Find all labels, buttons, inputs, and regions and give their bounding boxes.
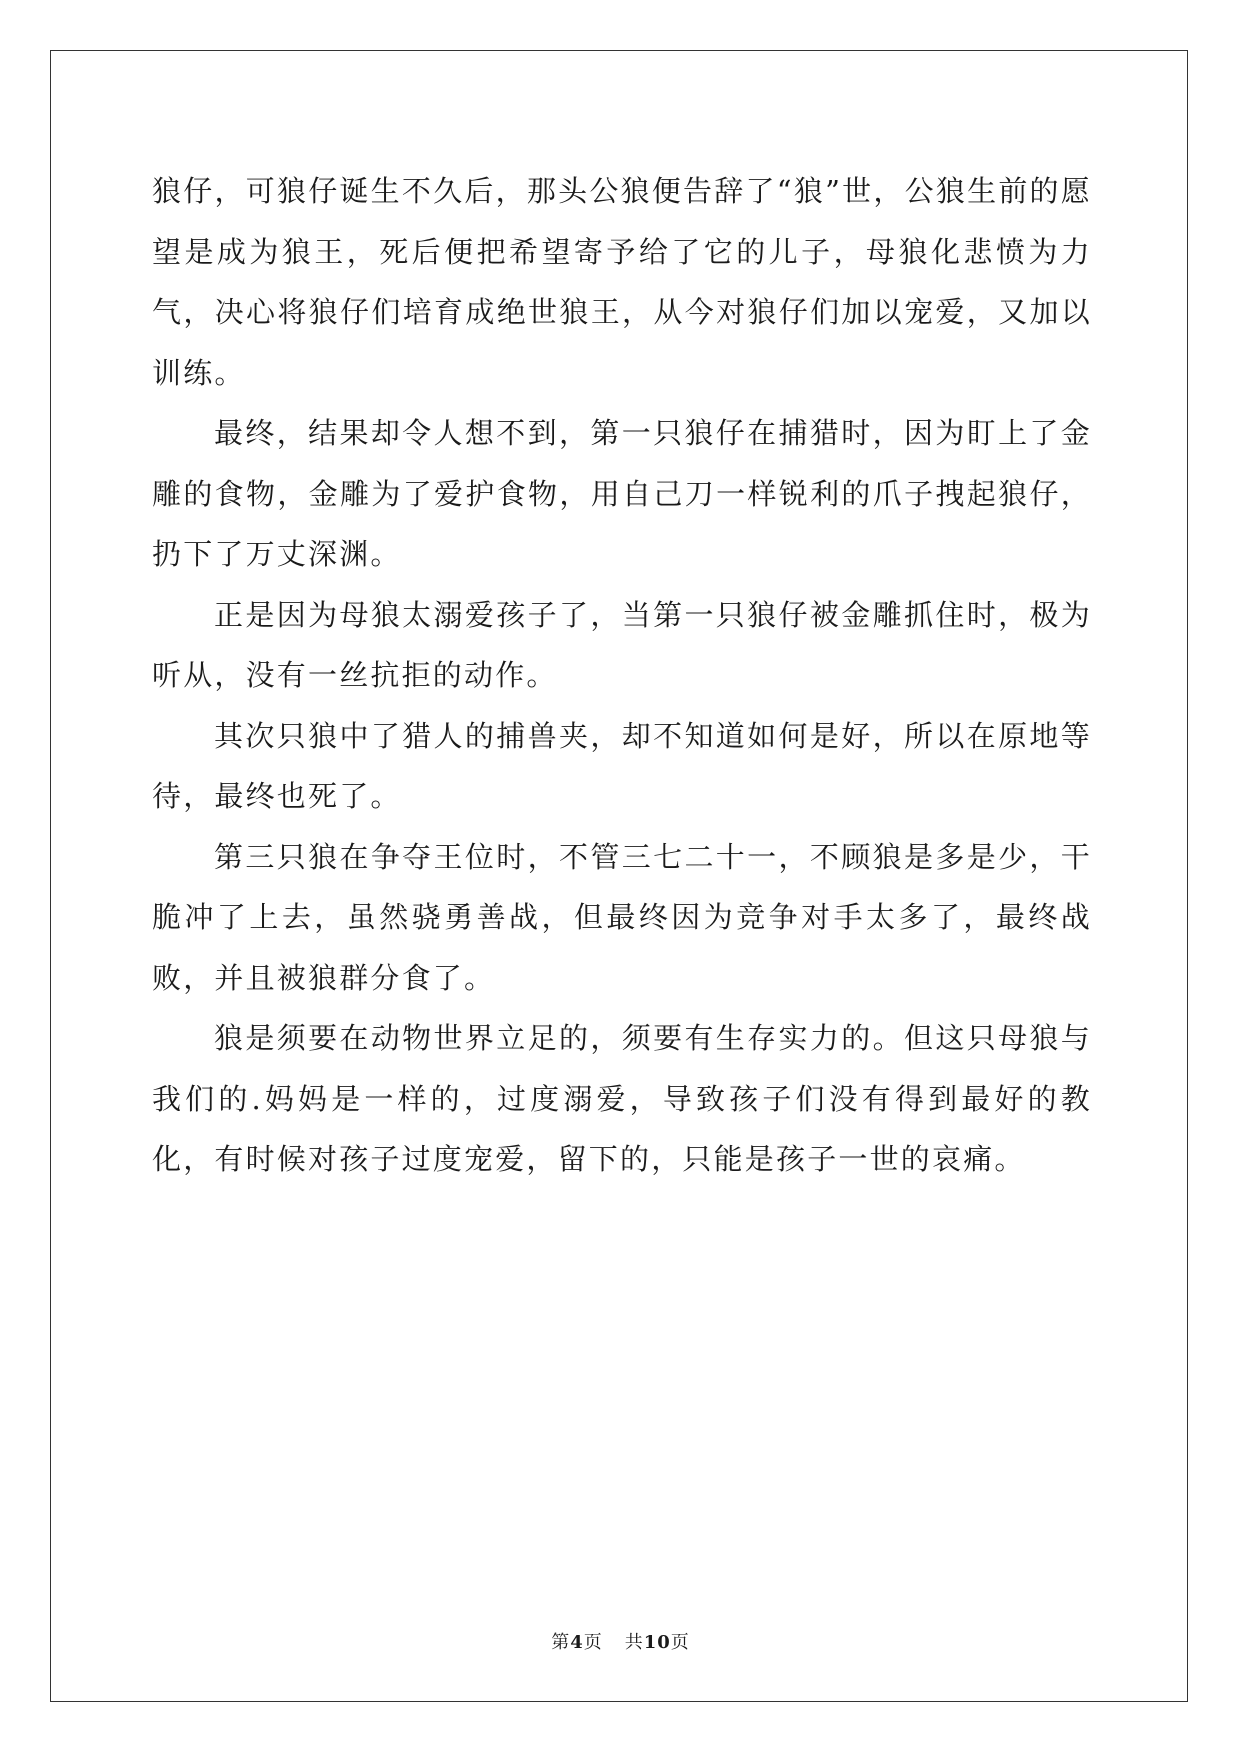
paragraph-4: 其次只狼中了猎人的捕兽夹，却不知道如何是好，所以在原地等待，最终也死了。 xyxy=(152,718,1092,813)
paragraph-1: 狼仔，可狼仔诞生不久后，那头公狼便告辞了“狼”世，公狼生前的愿望是成为狼王，死后便把希望寄予给了它的儿子，母狼化悲愤为力气，决心将狼仔们培育成绝世狼王，从今对狼仔们加以宠爱，又加以训练。 xyxy=(152,174,1092,390)
total-suffix: 页 xyxy=(670,1632,690,1653)
total-pages: 10 xyxy=(643,1632,671,1653)
page-footer xyxy=(0,1628,1241,1654)
total-prefix: 共 xyxy=(624,1632,644,1653)
page-number: 4 xyxy=(570,1632,584,1653)
paragraph-6: 狼是须要在动物世界立足的，须要有生存实力的。但这只母狼与我们的.妈妈是一样的，过度溺爱，导致孩子们没有得到最好的教化，有时候对孩子过度宠爱，留下的，只能是孩子一世的哀痛。 xyxy=(152,1021,1092,1176)
paragraph-3: 正是因为母狼太溺爱孩子了，当第一只狼仔被金雕抓住时，极为听从，没有一丝抗拒的动作。 xyxy=(152,597,1092,692)
page-suffix: 页 xyxy=(583,1632,603,1653)
document-body xyxy=(152,161,1092,1190)
page-prefix: 第 xyxy=(551,1632,571,1653)
paragraph-2: 最终，结果却令人想不到，第一只狼仔在捕猎时，因为盯上了金雕的食物，金雕为了爱护食物，用自己刀一样锐利的爪子拽起狼仔，扔下了万丈深渊。 xyxy=(152,416,1092,571)
paragraph-5: 第三只狼在争夺王位时，不管三七二十一，不顾狼是多是少，干脆冲了上去，虽然骁勇善战，但最终因为竞争对手太多了，最终战败，并且被狼群分食了。 xyxy=(152,839,1092,995)
